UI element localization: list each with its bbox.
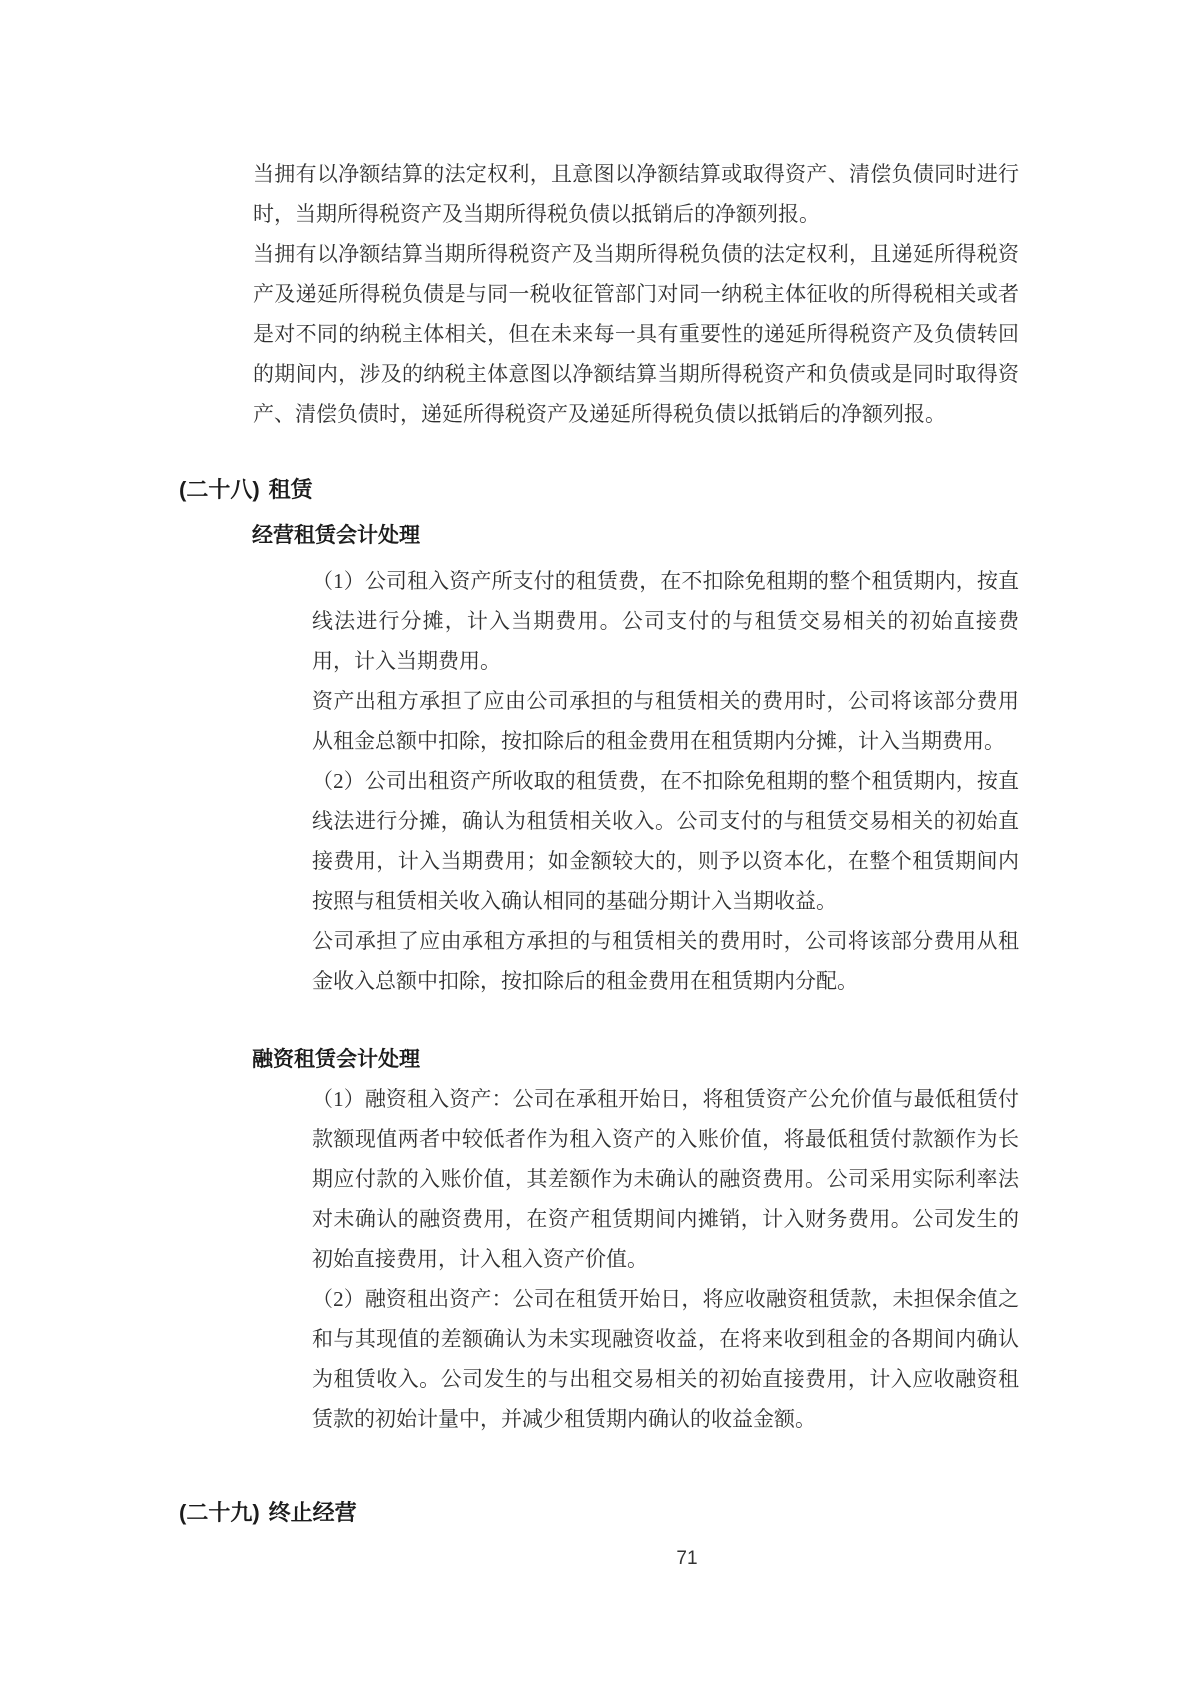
paragraph-finance-lease-out: （2）融资租出资产：公司在租赁开始日，将应收融资租赁款，未担保余值之和与其现值的差额确认为未实现融资收益，在将来收到租金的各期间内确认为租赁收入。公司发生的与出租交易相关的初始直接费用，计入应收融资租赁款的初始计量中，并减少租赁期内确认的收益金额。	[312, 1287, 1019, 1431]
paragraph-operating-lease-1: （1）公司租入资产所支付的租赁费，在不扣除免租期的整个租赁期内，按直线法进行分摊，计入当期费用。公司支付的与租赁交易相关的初始直接费用，计入当期费用。	[312, 569, 1019, 673]
section-28-number: (二十八)	[179, 477, 260, 502]
section-28-title: 租赁	[268, 477, 313, 502]
section-29-number: (二十九)	[179, 1500, 260, 1525]
section-29-title: 终止经营	[268, 1500, 357, 1525]
paragraph-current-tax-offset: 当拥有以净额结算的法定权利，且意图以净额结算或取得资产、清偿负债同时进行时，当期所得税资产及当期所得税负债以抵销后的净额列报。	[253, 162, 1019, 226]
section-29-heading	[179, 1493, 357, 1533]
paragraph-deferred-tax-offset: 当拥有以净额结算当期所得税资产及当期所得税负债的法定权利，且递延所得税资产及递延所得税负债是与同一税收征管部门对同一纳税主体征收的所得税相关或者是对不同的纳税主体相关，但在未来每一具有重要性的递延所得税资产及负债转回的期间内，涉及的纳税主体意图以净额结算当期所得税资产和负债或是同时取得资产、清偿负债时，递延所得税资产及递延所得税负债以抵销后的净额列报。	[253, 242, 1019, 426]
income-tax-offset-paragraphs	[253, 154, 1019, 434]
operating-lease-paragraphs	[312, 561, 1019, 1001]
paragraph-operating-lease-lessor-borne: 资产出租方承担了应由公司承担的与租赁相关的费用时，公司将该部分费用从租金总额中扣除，按扣除后的租金费用在租赁期内分摊，计入当期费用。	[312, 689, 1019, 753]
operating-lease-subheading: 经营租赁会计处理	[252, 524, 420, 547]
paragraph-operating-lease-lessee-borne: 公司承担了应由承租方承担的与租赁相关的费用时，公司将该部分费用从租金收入总额中扣除，按扣除后的租金费用在租赁期内分配。	[312, 929, 1019, 993]
paragraph-operating-lease-2: （2）公司出租资产所收取的租赁费，在不扣除免租期的整个租赁期内，按直线法进行分摊，确认为租赁相关收入。公司支付的与租赁交易相关的初始直接费用，计入当期费用；如金额较大的，则予以资本化，在整个租赁期间内按照与租赁相关收入确认相同的基础分期计入当期收益。	[312, 769, 1019, 913]
finance-lease-subheading: 融资租赁会计处理	[252, 1048, 420, 1071]
paragraph-finance-lease-in: （1）融资租入资产：公司在承租开始日，将租赁资产公允价值与最低租赁付款额现值两者中较低者作为租入资产的入账价值，将最低租赁付款额作为长期应付款的入账价值，其差额作为未确认的融资费用。公司采用实际利率法对未确认的融资费用，在资产租赁期间内摊销，计入财务费用。公司发生的初始直接费用，计入租入资产价值。	[312, 1087, 1019, 1271]
page-number: 71	[676, 1548, 698, 1569]
section-28-heading	[179, 470, 313, 510]
finance-lease-paragraphs	[312, 1079, 1019, 1439]
